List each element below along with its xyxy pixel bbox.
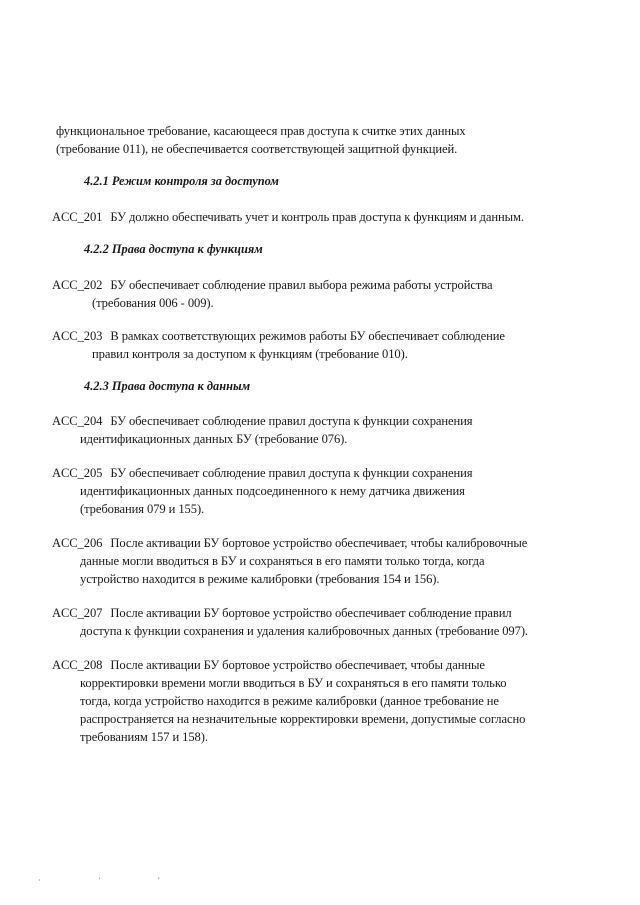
- requirement-text-line: БУ обеспечивает соблюдение правил доступа к функции сохранения: [110, 466, 473, 480]
- requirement-text-line: доступа к функции сохранения и удаления калибровочных данных (требование 097).: [80, 624, 528, 638]
- requirement-text-line: После активации БУ бортовое устройство обеспечивает соблюдение правил: [110, 606, 512, 620]
- requirement-acc-207: [52, 604, 512, 622]
- requirement-text-line: После активации БУ бортовое устройство обеспечивает, чтобы калибровочные: [110, 536, 528, 550]
- requirement-text-line: данные могли вводиться в БУ и сохраняться в его памяти только тогда, когда: [80, 554, 485, 568]
- requirement-text-line: распространяется на незначительные корректировки времени, допустимые согласно: [80, 712, 526, 726]
- requirement-text-line: (требования 079 и 155).: [80, 502, 205, 516]
- requirement-text-line: идентификационных данных подсоединенного к нему датчика движения: [80, 484, 465, 498]
- requirement-acc-205: [52, 464, 472, 482]
- requirement-acc-201: [52, 208, 524, 226]
- requirement-acc-202: [52, 276, 492, 294]
- intro-line-2: (требование 011), не обеспечивается соответствующей защитной функцией.: [56, 142, 458, 156]
- section-heading-4-2-3: 4.2.3 Права доступа к данным: [84, 379, 251, 393]
- requirement-code: ACC_207: [52, 606, 103, 620]
- requirement-text-line: БУ должно обеспечивать учет и контроль прав доступа к функциям и данным.: [110, 210, 524, 224]
- requirement-code: ACC_202: [52, 278, 103, 292]
- requirement-text-line: правил контроля за доступом к функциям (требование 010).: [92, 347, 408, 361]
- requirement-text-line: БУ обеспечивает соблюдение правил доступа к функции сохранения: [110, 414, 473, 428]
- requirement-code: ACC_201: [52, 210, 103, 224]
- requirement-acc-206: [52, 534, 527, 552]
- requirement-code: ACC_204: [52, 414, 103, 428]
- requirement-acc-208: [52, 656, 485, 674]
- requirement-text-line: В рамках соответствующих режимов работы БУ обеспечивает соблюдение: [110, 329, 505, 343]
- requirement-acc-203: [52, 327, 505, 345]
- intro-line-1: функциональное требование, касающееся прав доступа к считке этих данных: [56, 124, 466, 138]
- scan-specks: · ' ': [38, 876, 188, 885]
- requirement-text-line: После активации БУ бортовое устройство обеспечивает, чтобы данные: [110, 658, 485, 672]
- requirement-code: ACC_206: [52, 536, 103, 550]
- requirement-text-line: тогда, когда устройство находится в режиме калибровки (данное требование не: [80, 694, 499, 708]
- requirement-text-line: корректировки времени могли вводиться в БУ и сохраняться в его памяти только: [80, 676, 507, 690]
- section-heading-4-2-1: 4.2.1 Режим контроля за доступом: [84, 174, 279, 188]
- requirement-code: ACC_205: [52, 466, 103, 480]
- requirement-text-line: идентификационных данных БУ (требование 076).: [80, 432, 348, 446]
- requirement-text-line: БУ обеспечивает соблюдение правил выбора режима работы устройства: [110, 278, 493, 292]
- requirement-code: ACC_208: [52, 658, 103, 672]
- requirement-acc-204: [52, 412, 472, 430]
- requirement-text-line: устройство находится в режиме калибровки (требования 154 и 156).: [80, 572, 440, 586]
- requirement-code: ACC_203: [52, 329, 103, 343]
- requirement-text-line: (требования 006 - 009).: [92, 296, 214, 310]
- section-heading-4-2-2: 4.2.2 Права доступа к функциям: [84, 242, 263, 256]
- requirement-text-line: требованиям 157 и 158).: [80, 730, 208, 744]
